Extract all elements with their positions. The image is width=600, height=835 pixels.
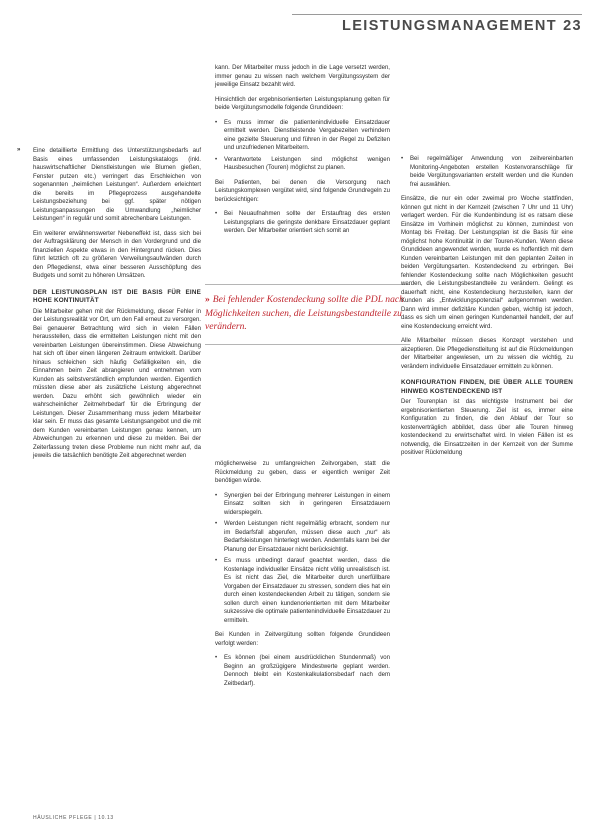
paragraph: Eine detaillierte Ermittlung des Unterstützungsbedarfs auf Basis eines umfassenden Leistungskatalogs (inkl. hauswirtschaftlicher Dienstleistungen wie Blumen gießen, Fenster putzen etc.) verringert das Erschleichen von sogenannten „heimlichen Leistungen“. Außerdem erleichtert die bereits im Pflegeprozess ausgehandelte Leistungsbeziehung bei ggf. später nötigen Leistungsanpassungen die Umwandlung „heimlicher Leistungen“ in regulär und somit abrechenbare Leistungen. (33, 148, 201, 222)
page-header (342, 18, 582, 34)
bullet-list (215, 492, 390, 626)
bullet-list (215, 654, 390, 688)
page-number: 23 (563, 18, 582, 34)
quote-arrow-icon: » (205, 294, 210, 305)
header-rule (292, 14, 582, 15)
left-column (33, 147, 201, 467)
paragraph: Hinsichtlich der ergebnisorientierten Leistungsplanung gelten für beide Vergütungsmodelle folgende Grundideen: (215, 96, 390, 111)
right-column (401, 153, 573, 464)
section-title: LEISTUNGSMANAGEMENT (341, 18, 558, 34)
page-footer: HÄUSLICHE PFLEGE | 10.13 (33, 815, 114, 821)
margin-marker: » (17, 147, 21, 153)
bullet-item: • Es muss immer die patientenindividuelle Einsatzdauer ermittelt werden. Dienstleistende Vergabezeiten verhindern eine gezielte Steuerung und führen in der Regel zu Defiziten und unzufriedenen Mitarbeitern. (215, 119, 390, 153)
bullet-item: • Es können (bei einem ausdrücklichen Stundenmaß) von Beginn an großzügigere Mindestwerte geplant werden. Dennoch bleibt ein Kostenkalkulationsbedarf nach dem Zeitbedarf). (215, 654, 390, 688)
middle-column-bottom (215, 460, 390, 694)
bullet-item: • Werden Leistungen nicht regelmäßig erbracht, sondern nur im Bedarfsfall abgerufen, müssen diese auch „nur“ als Bedarfsleistungen hinterlegt werden. Andernfalls kann bei der Planung der Einsatzdauer nicht berücksichtigt. (215, 520, 390, 554)
paragraph: möglicherweise zu umfangreichen Zeitvorgaben, statt die Rückmeldung zu geben, dass er eigentlich weniger Zeit benötigen würde. (215, 461, 390, 484)
paragraph: Alle Mitarbeiter müssen dieses Konzept verstehen und akzeptieren. Die Pflegedienstleitung ist auf die Rückmeldungen der Mitarbeiter angewiesen, um zu wissen die wichtig, zu verändern individuelle Einsatzdauer ermitteln zu können. (401, 338, 573, 370)
paragraph: Der Tourenplan ist das wichtigste Instrument bei der ergebnisorientierten Steuerung. Ziel ist es, immer eine Konfiguration zu finden, die den Ablauf der Tour so kostenverträglich abbildet, dass über alle Touren hinweg kostendeckend zu erwirtschaftet wird. In vielen Fällen ist es notwendig, die Einsatzzeiten in der Kernzeit von der Summe positiver Rückmeldung (401, 399, 573, 456)
paragraph: Die Mitarbeiter gehen mit der Rückmeldung, dieser Fehler in der Leistungsrealität vor Ort, um den Fall erneut zu versorgen. Bei genauerer Betrachtung wird sich in vielen Fällen herausstellen, dass die ermittelten Leistungen nicht mit den vereinbarten Leistungen übereinstimmen. Diese Abweichung hat sich oft über einen längeren Zeitraum entwickelt. Darüber hinaus schleichen sich häufig Gefälligkeiten ein, die Einnahmen beim Zeit abrangieren und entnehmen vom Kunden als selbstverständlich empfunden werden. Eigentlich müssten diese aber als zusätzliche Leistung abgerechnet werden. Dazu erhöht sich gewöhnlich wieder ein wahrscheinlicher Zeitmehrbedarf für die Erbringung der Leistungen. Dieser Zusammenhang muss jedem Mitarbeiter klar sein. Er muss das gesamte Leistungsangebot und die mit dem Kunden vereinbarten Leistungen genau kennen, um Abweichungen zu erkennen und diese zu melden. Bei der Zeiterfassung treten diese Probleme nun nicht mehr auf, da jeweils die tatsächlich benötigte Zeit abgerechnet werden (33, 308, 201, 459)
bullet-list (215, 119, 390, 173)
middle-column-top (215, 64, 390, 242)
paragraph: Bei Kunden in Zeitvergütung sollten folgende Grundideen verfolgt werden: (215, 632, 390, 647)
bullet-item: • Verantwortete Leistungen sind möglichst wenigen Hausbesuchen (Touren) möglichst zu planen. (215, 156, 390, 173)
subheading: DER LEISTUNGSPLAN IST DIE BASIS FÜR EINE HOHE KONTINUITÄT (33, 288, 201, 304)
bullet-item: • Synergien bei der Erbringung mehrerer Leistungen in einem Einsatz sollten sich in geringeren Einsatzdauern widerspiegeln. (215, 492, 390, 518)
bullet-list (401, 155, 573, 189)
paragraph: kann. Der Mitarbeiter muss jedoch in die Lage versetzt werden, immer genau zu wissen nach welchem Vergütungssystem der jeweilige Einsatz bezahlt wird. (215, 65, 390, 88)
pull-quote (205, 284, 410, 345)
subheading: KONFIGURATION FINDEN, DIE ÜBER ALLE TOUREN HINWEG KOSTENDECKEND IST (401, 379, 573, 395)
paragraph: Ein weiterer erwähnenswerter Nebeneffekt ist, dass sich bei der Auftragsklärung der Mensch in den Vordergrund und die finanziellen Aspekte etwas in den Hintergrund rücken. Dies führt letztlich oft zu größeren Verweilungsaufwänden durch den Pflegedienst, etwa einer besseren Ausschöpfung des Budgets und somit zu höheren Umsätzen. (33, 230, 201, 279)
paragraph: Bei Patienten, bei denen die Versorgung nach Leistungskomplexen vergütet wird, sind folgende Grundregeln zu berücksichtigen: (215, 179, 390, 203)
bullet-item: • Bei Neuaufnahmen sollte der Erstauftrag des ersten Leistungsplans die geringste denkbare Einsatzdauer geplant werden. Der Mitarbeiter orientiert sich somit an (215, 210, 390, 236)
bullet-item: • Es muss unbedingt darauf geachtet werden, dass die Kostenlage individueller Einsätze nicht völlig unrealistisch ist. Es ist nicht das Ziel, die Mitarbeiter durch unerfüllbare Vorgaben der Einsatzdauer zu stressen, sondern dies hat ein durch einen kostendeckenden Arbeit zu tätigen, sondern sie sollen durch einen kundenorientierten mit dem Mitarbeiter sukzessive die optimale patientenindividuelle Einsatzdauer zu ermitteln. (215, 557, 390, 625)
bullet-list (215, 210, 390, 236)
bullet-item: • Bei regelmäßiger Anwendung von zeitvereinbarten Monitoring-Angeboten erstellen Kostenvoranschläge für beide Vergütungsvarianten erstellt werden und die Kunden frei auswählen. (401, 155, 573, 189)
paragraph: Einsätze, die nur ein oder zweimal pro Woche stattfinden, können gut nicht in der Kernzeit (zwischen 7 Uhr und 11 Uhr) verlagert werden. Für die Kundenbindung ist es ratsam diese Einsätze im Vorhinein möglichst zu können, zumindest von Montag bis Freitag. Der Leistungsplan ist die Basis für eine möglichst hohe Kontinuität in der Touren-Kunden. Wenn diese Grundideen angewendet werden, wurde es hoffentlich mit dem Kunden vereinbarten Leistungen mit den geplanten Zeiten in beiden Vergütungsarten. Kostendeckend zu erbringen. Bei fehlender Kostendeckung sollte nach Möglichkeiten gesucht werden, die Leistungsbestandteile zu verändern. Gelingt es dauerhaft nicht, eine Kostendeckung herzustellen, kann der Kunden als „Entwicklungspotenzial“ aufgenommen werden. Dann wird immer defizitäre Kunden geben, wichtig ist jedoch, dass es sich um einen geringen Kundenanteil handelt, der auf eine Kostendeckung erreicht wird. (401, 196, 573, 330)
pull-quote-text: Bei fehlender Kostendeckung sollte die PDL nach Möglichkeiten suchen, die Leistungsbestandteile zu verändern. (205, 294, 404, 332)
